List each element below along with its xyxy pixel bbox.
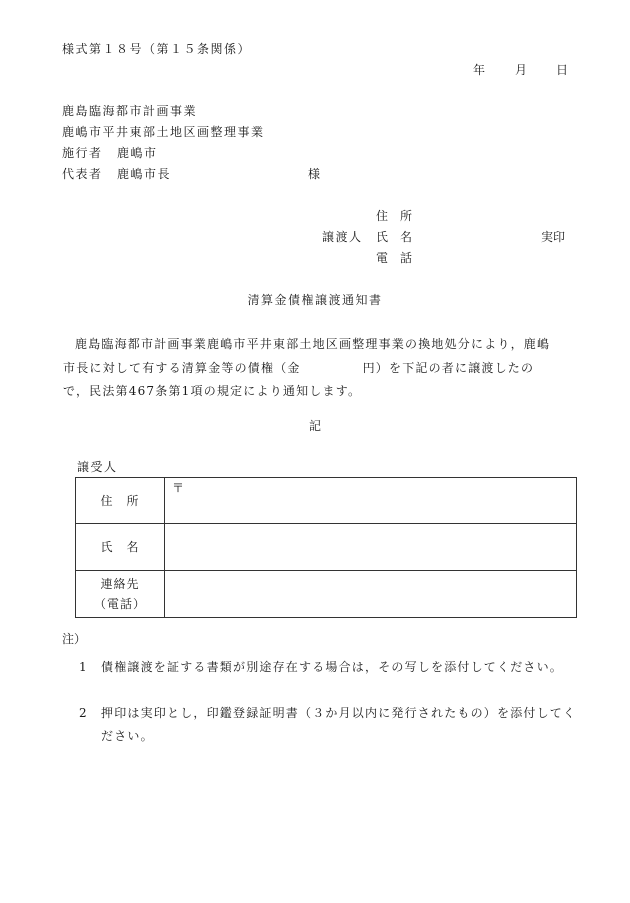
transferee-contact-value[interactable] (165, 571, 577, 618)
note-item-1 (79, 656, 579, 679)
transferee-address-label: 住 所 (100, 493, 140, 508)
transferee-table (75, 477, 577, 618)
addressee-project-name: 鹿嶋市平井東部土地区画整理事業 (62, 125, 265, 139)
date-day: 日 (556, 63, 569, 77)
transferor-role: 譲渡人 (322, 230, 363, 244)
seal-label: 実印 (541, 230, 566, 244)
transferee-name-value[interactable] (165, 524, 577, 571)
notes-heading: 注） (62, 632, 87, 646)
body-line-3: で，民法第467条第1項の規定により通知します。 (63, 384, 362, 398)
note-text: 債権譲渡を証する書類が別途存在する場合は，その写しを添付してください。 (101, 660, 564, 674)
executor-name: 鹿嶋市 (117, 146, 158, 160)
body-line-2-start: 市長に対して有する清算金等の債権（金 (63, 360, 301, 375)
transferee-address-label-cell (76, 478, 165, 524)
transferor-address-label: 住 所 (376, 209, 413, 223)
transferee-contact-label: 連絡先 (100, 577, 140, 591)
executor-label: 施行者 (62, 146, 103, 160)
transferee-name-label-cell (76, 524, 165, 571)
note-number: 2 (79, 706, 88, 720)
note-text: 押印は実印とし，印鑑登録証明書（３か月以内に発行されたもの）を添付してください。 (101, 706, 577, 743)
transferor-phone-label: 電 話 (376, 251, 413, 265)
transferee-address-value[interactable] (165, 478, 577, 524)
transferee-name-label: 氏 名 (100, 540, 140, 554)
form-number: 様式第１８号（第１５条関係） (62, 42, 252, 56)
postal-mark: 〒 (172, 481, 185, 495)
note-item-2 (79, 702, 579, 748)
date-month: 月 (515, 63, 528, 77)
note-number: 1 (79, 660, 88, 674)
transferee-heading: 譲受人 (77, 460, 118, 474)
record-heading: 記 (308, 419, 321, 433)
addressee-project: 鹿島臨海都市計画事業 (62, 104, 198, 118)
transferor-name-label: 氏 名 (376, 230, 413, 244)
transferee-name-row (76, 524, 577, 571)
transferee-phone-label: （電話） (93, 597, 146, 611)
body-line-1: 鹿島臨海都市計画事業鹿嶋市平井東部土地区画整理事業の換地処分により，鹿嶋 (75, 337, 551, 351)
transferee-contact-row (76, 571, 577, 618)
transferee-address-row (76, 478, 577, 524)
date-year: 年 (473, 63, 486, 77)
body-paragraph (63, 333, 579, 404)
body-line-2-end: 円）を下記の者に譲渡したの (362, 360, 535, 375)
representative-name: 鹿嶋市長 (117, 167, 172, 181)
body-line-2 (63, 357, 579, 381)
representative-label: 代表者 (62, 167, 103, 181)
transferee-contact-label-cell (76, 571, 165, 618)
honorific: 様 (308, 167, 321, 181)
document-title: 清算金債権譲渡通知書 (247, 293, 383, 307)
